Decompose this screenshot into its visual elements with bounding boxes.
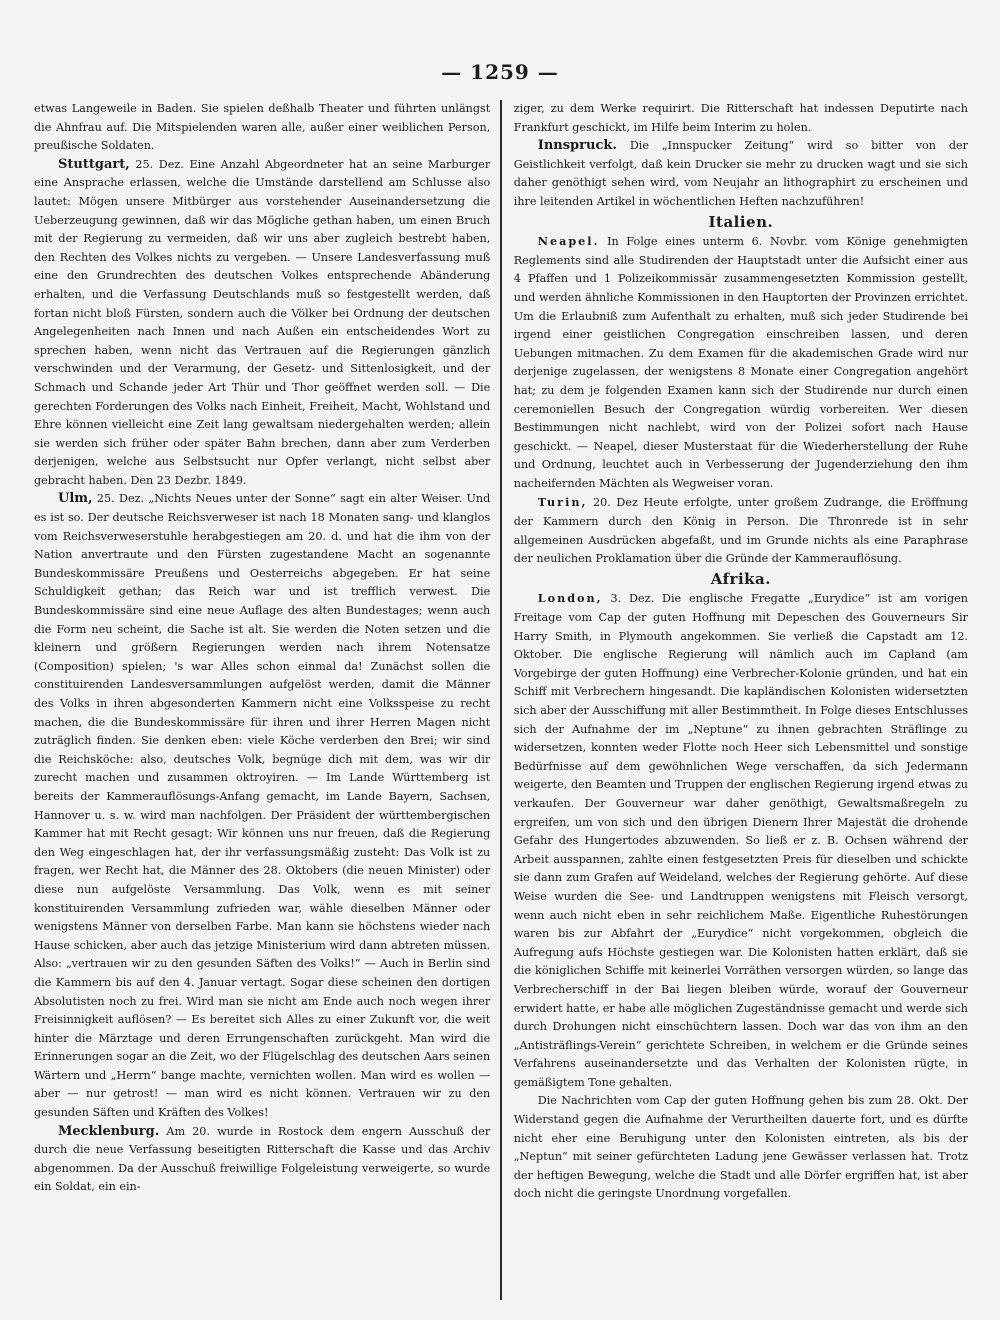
article-mecklenburg-text: Am 20. wurde in Rostock dem engern Ausschuß der durch die neue Verfassung beseitigten Ritterschaft die Kasse und das Archiv abgenommen. Da der Ausschuß freiwillige Folgeleistung verweigerte, so wurde ein Soldat, ein ein-	[34, 1124, 491, 1194]
dateline-london: London,	[537, 591, 603, 606]
section-heading-afrika: Afrika.	[710, 569, 771, 588]
right-column	[502, 100, 968, 1300]
article-neapel	[514, 232, 968, 493]
dateline-innsbruck: Innspruck.	[537, 138, 617, 154]
article-london	[514, 589, 968, 1092]
article-mecklenburg	[34, 1123, 490, 1197]
paragraph-cap-news: Die Nachrichten vom Cap der guten Hoffnung gehen bis zum 28. Okt. Der Widerstand gegen die Aufnahme der Verurtheilten dauerte fort, und es dürfte nicht eher eine Beruhigung unter den Kolonisten eintreten, als bis der „Neptun“ mit seiner gefürchteten Ladung jene Gewässer verlassen hat. Trotz der heftigen Bewegung, welche die Stadt und alle Dörfer ergriffen hat, ist aber doch nicht die geringste Unordnung vorgefallen.	[513, 1094, 968, 1201]
article-stuttgart-text: 25. Dez. Eine Anzahl Abgeordneter hat an seine Marburger eine Ansprache erlassen, welche die Umstände darstellend am Schlusse also lautet: Mögen unsere Mitbürger aus vorstehender Auseinandersetzung die Ueberzeugung gewinnen, daß wir das Mögliche gethan haben, um einen Bruch mit der Regierung zu vermeiden, daß wir uns aber zugleich bestrebt haben, den Rechten des Volkes nichts zu vergeben. — Unsere Landesverfassung muß eine den Grundrechten des deutschen Volkes entsprechende Abänderung erhalten, und die Verfassung Deutschlands muß so festgestellt werden, daß fortan nicht bloß Fürsten, sondern auch die Völker bei Ordnung der deutschen Angelegenheiten nach Innen und nach Außen ein entscheidendes Wort zu sprechen haben, wenn nicht das Vertrauen auf die Regierungen gänzlich verschwinden und der Verarmung, der Gesetz- und Sittenlosigkeit, und der Schmach und Schande jeder Art Thür und Thor geöffnet werden soll. — Die gerechten Forderungen des Volks nach Einheit, Freiheit, Macht, Wohlstand und Ehre können vielleicht eine Zeit lang gewaltsam niedergehalten werden; allein sie werden sich früher oder später Bahn brechen, dann aber zum Verderben derjenigen, welche aus Selbstsucht nur Opfer verlangt, nicht selbst aber gebracht haben. Den 23 Dezbr. 1849.	[34, 157, 491, 487]
article-ulm	[34, 490, 490, 1122]
section-heading-italien: Italien.	[708, 212, 774, 231]
article-innsbruck	[514, 137, 968, 211]
dateline-stuttgart: Stuttgart,	[58, 156, 130, 172]
article-turin-text: 20. Dez Heute erfolgte, unter großem Zudrange, die Eröffnung der Kammern durch den König in Person. Die Thronrede ist in sehr allgemeinen Ausdrücken abgefaßt, und im Grunde nichts als eine Paraphrase der neulichen Proklamation über die Gründe der Kammerauflösung.	[513, 496, 968, 566]
left-column	[34, 100, 500, 1300]
paragraph-continuation: ziger, zu dem Werke requirirt. Die Ritterschaft hat indessen Deputirte nach Frankfurt geschickt, im Hilfe beim Interim zu holen.	[513, 102, 968, 134]
dateline-ulm: Ulm,	[58, 491, 93, 507]
article-ulm-text: 25. Dez. „Nichts Neues unter der Sonne“ sagt ein alter Weiser. Und es ist so. Der deutsche Reichsverweser ist nach 18 Monaten sang- und klanglos vom Reichsverweserstuhle herabgestiegen am 20. d. und hat die ihm von der Nation anvertraute und den Fürsten zugestandene Macht an sogenannte Bundeskommissäre Preußens und Oesterreichs abgegeben. Er hat seine Schuldigkeit gethan; das Reich war und ist trefflich verwest. Die Bundeskommissäre sind eine neue Auflage des alten Bundestages; wenn auch die Form neu scheint, die Sache ist alt. Sie werden die Noten setzen und die kleinern und größern Regierungen werden nach ihrem Notensatze (Composition) spielen; 's war Alles schon einmal da! Zunächst sollen die constituirenden Landesversammlungen aufgelöst werden, damit die Männer des Volks in ihren abgesonderten Kammern nicht eine Volksspeise zu recht machen, die die Bundeskommissäre für ihren und ihrer Herren Magen nicht zuträglich finden. Sie denken eben: viele Köche verderben den Brei; wir sind die Reichsköche: also, deutsches Volk, begnüge dich mit dem, was wir dir zurecht machen und zusammen oktroyiren. — Im Lande Württemberg ist bereits der Kammerauflösungs-Anfang gemacht, im Lande Bayern, Sachsen, Hannover u. s. w. wird man nachfolgen. Der Präsident der württembergischen Kammer hat mit Recht gesagt: Wir können uns nur freuen, daß die Regierung den Weg eingeschlagen hat, der ihr verfassungsmäßig zusteht: Das Volk ist zu fragen, wer Recht hat, die Männer des 28. Oktobers (die neuen Minister) oder diese nun aufgelöste Versammlung. Das Volk, wenn es mit seiner konstituirenden Versammlung zufrieden war, wähle dieselben Männer oder wenigstens Männer von derselben Farbe. Man kann sie höchstens wieder nach Hause schicken, aber auch das jetzige Ministerium wird dann abtreten müssen. Also: „vertrauen wir zu den gesunden Säften des Volks!“ — Auch in Berlin sind die Kammern bis auf den 4. Januar vertagt. Sogar diese scheinen den dortigen Absolutisten noch zu frei. Wird man sie nicht am Ende auch noch wegen ihrer Freisinnigkeit auflösen? — Es bereitet sich Alles zu einer Zukunft vor, die weit hinter die Märztage und deren Errungenschaften zurückgeht. Man wird die Erinnerungen sogar an die Zeit, wo der Flügelschlag des deutschen Aars seinen Wärtern und „Herrn“ bange machte, vernichten wollen. Man wird es wollen — aber — nur getrost! — man wird es nicht können. Vertrauen wir zu den gesunden Säften und Kräften des Volkes!	[34, 492, 491, 1120]
article-turin	[514, 493, 968, 568]
article-neapel-text: In Folge eines unterm 6. Novbr. vom Könige genehmigten Reglements sind alle Studirenden der Hauptstadt unter die Aufsicht einer aus 4 Pfaffen und 1 Polizeikommissär zusammengesetzten Kommission gestellt, und werden ähnliche Kommissionen in den Hauptorten der Provinzen errichtet. Um die Erlaubniß zum Aufenthalt zu erhalten, muß sich jeder Studirende bei irgend einer geistlichen Congregation einschreiben lassen, und deren Uebungen mitmachen. Zu dem Examen für die akademischen Grade wird nur derjenige zugelassen, der wenigstens 8 Monate einer Congregation angehört hat; zu dem je folgenden Examen kann sich der Studirende nur durch einen ceremoniellen Besuch der Congregation würdig vorbereiten. Wer diesen Bestimmungen nicht nachlebt, wird von der Polizei sofort nach Hause geschickt. — Neapel, dieser Musterstaat für die Wiederherstellung der Ruhe und Ordnung, leuchtet auch in Verbesserung der Jugenderziehung den ihm nacheifernden Mächten als Wegweiser voran.	[513, 235, 968, 490]
article-innsbruck-text: Die „Innspucker Zeitung“ wird so bitter von der Geistlichkeit verfolgt, daß kein Drucker sie mehr zu drucken wagt und sie sich daher genöthigt sehen wird, vom Neujahr an lithographirt zu erscheinen und ihre leitenden Artikel in wöchentlichen Heften nachzuführen!	[513, 139, 968, 208]
dateline-neapel: Neapel.	[537, 234, 600, 249]
paragraph-baden: etwas Langeweile in Baden. Sie spielen deßhalb Theater und führten unlängst die Ahnfrau auf. Die Mitspielenden waren alle, außer einer weiblichen Person, preußische Soldaten.	[34, 102, 491, 153]
article-stuttgart	[34, 156, 490, 491]
page-number: — 1259 —	[441, 60, 559, 84]
article-london-text: 3. Dez. Die englische Fregatte „Eurydice“ ist am vorigen Freitage vom Cap der guten Hoffnung mit Depeschen des Gouverneurs Sir Harry Smith, in Plymouth angekommen. Sie verließ die Capstadt am 12. Oktober. Die englische Regierung will nämlich auch im Capland (am Vorgebirge der guten Hoffnung) eine Verbrecher-Kolonie gründen, und hat ein Schiff mit Verbrechern hingesandt. Die kapländischen Kolonisten widersetzten sich aber der Ausschiffung mit aller Bestimmtheit. In Folge dieses Entschlusses sich der Aufnahme der im „Neptune“ zu ihnen gebrachten Sträflinge zu widersetzen, konnten weder Flotte noch Heer sich Lebensmittel und sonstige Bedürfnisse auf dem gewöhnlichen Wege verschaffen, da sich Jedermann weigerte, den Beamten und Truppen der englischen Regierung irgend etwas zu verkaufen. Der Gouverneur war daher genöthigt, Gewaltsmaßregeln zu ergreifen, um von sich und den übrigen Dienern Ihrer Majestät die drohende Gefahr des Hungertodes abzuwenden. So ließ er z. B. Ochsen während der Arbeit ausspannen, zahlte einen festgesetzten Preis für dieselben und schickte sie dann zum Grafen auf Weideland, welches der Regierung gehörte. Auf diese Weise wurden die See- und Landtruppen wenigstens mit Fleisch versorgt, wenn auch nicht eben in sehr reichlichem Maße. Eigentliche Ruhestörungen waren bis zur Abfahrt der „Eurydice“ nicht vorgekommen, obgleich die Aufregung aufs Höchste gestiegen war. Die Kolonisten hatten erklärt, daß sie die königlichen Schiffe mit keinerlei Vorräthen versorgen würden, so lange das Verbrecherschiff in der Bai liegen bleiben würde, worauf der Gouverneur erwidert hatte, er habe alle möglichen Zugeständnisse gemacht und werde sich durch Drohungen nicht einschüchtern lassen. Doch war das von ihm an den „Antisträflings-Verein“ gerichtete Schreiben, in welchem er die Gründe seines Verfahrens auseinandersetzte und das Verhalten der Kolonisten rügte, in gemäßigtem Tone gehalten.	[513, 592, 968, 1089]
text-columns	[34, 100, 968, 1300]
dateline-turin: Turin,	[537, 495, 588, 510]
dateline-mecklenburg: Mecklenburg.	[58, 1123, 160, 1139]
